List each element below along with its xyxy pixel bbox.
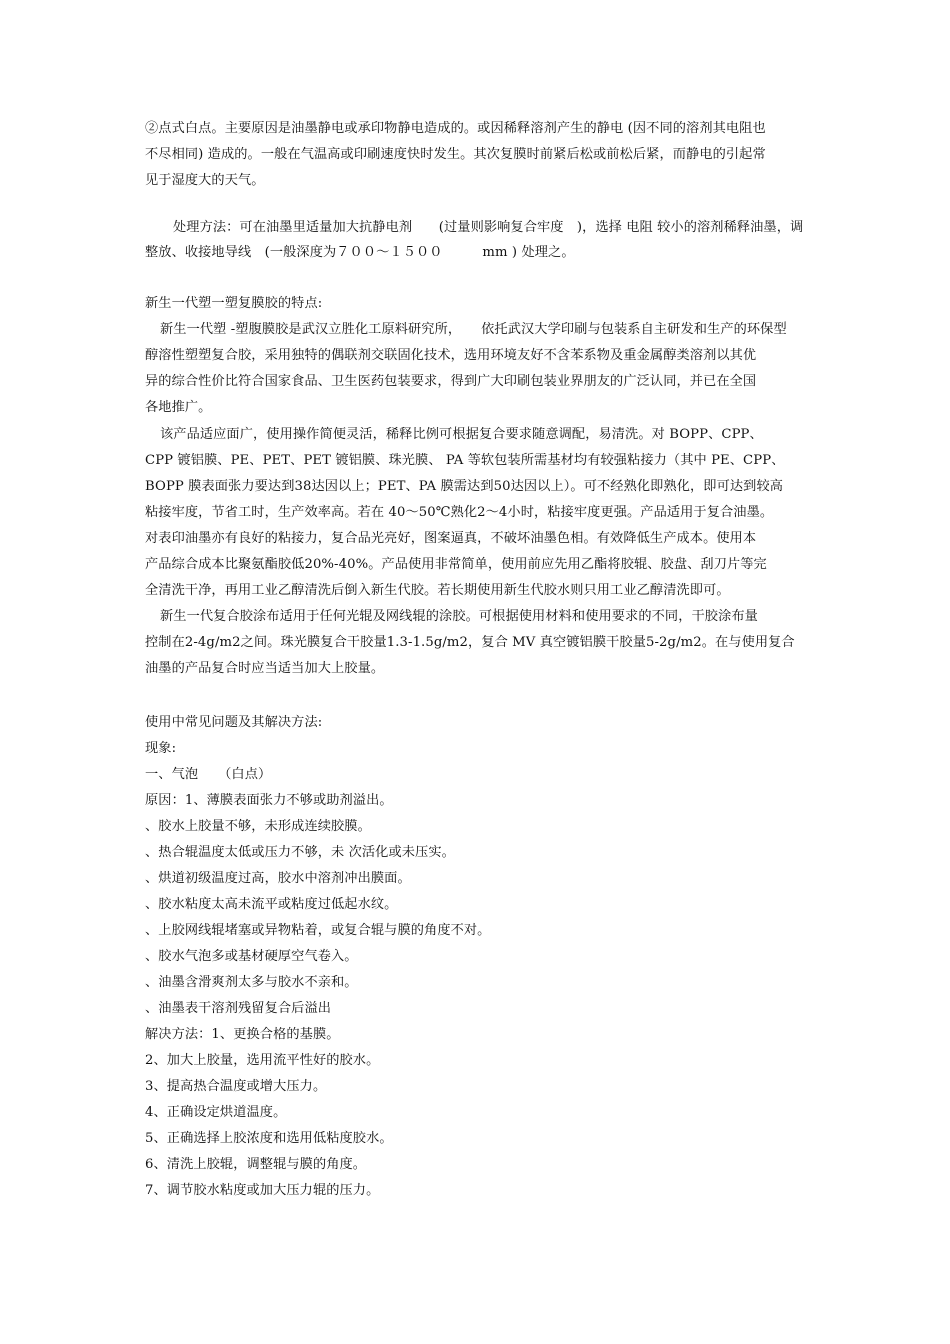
list-item: 5、正确选择上胶浓度和选用低粘度胶水。 [145,1131,393,1146]
list-item: 、上胶网线辊堵塞或异物粘着，或复合辊与膜的角度不对。 [145,923,491,938]
list-item: 6、清洗上胶辊，调整辊与膜的角度。 [145,1157,367,1172]
list-item: 一、气泡 （白点） [145,767,272,782]
list-item: 4、正确设定烘道温度。 [145,1105,287,1120]
paragraph-line: BOPP 膜表面张力要达到38达因以上；PET、PA 膜需达到50达因以上）。可不经熟化即熟化，即可达到较高 [145,479,784,494]
list-item: 现象: [145,741,177,756]
section-heading: 使用中常见问题及其解决方法: [145,715,323,730]
list-item: 解决方法：1、更换合格的基膜。 [145,1027,340,1042]
paragraph-line: 该产品适应面广，使用操作简便灵活，稀释比例可根据复合要求随意调配，易清洗。对 BOPP、CPP、 [160,427,763,442]
list-item: 、油墨含滑爽剂太多与胶水不亲和。 [145,975,358,990]
list-item: 2、加大上胶量，选用流平性好的胶水。 [145,1053,380,1068]
paragraph-line: 不尽相同) 造成的。一般在气温高或印刷速度快时发生。其次复膜时前紧后松或前松后紧，而静电的引起常 [145,147,766,162]
list-item: 原因：1、薄膜表面张力不够或助剂溢出。 [145,793,393,808]
paragraph-line: 见于湿度大的天气。 [145,173,265,188]
section-heading: 新生一代塑一塑复膜胶的特点: [145,296,323,311]
paragraph-line: 控制在2-4g/m2之间。珠光膜复合干胶量1.3-1.5g/m2，复合 MV 真空镀铝膜干胶量5-2g/m2。在与使用复合 [145,635,795,650]
paragraph-line: 新生一代复合胶涂布适用于任何光辊及网线辊的涂胶。可根据使用材料和使用要求的不同，干胶涂布量 [160,609,758,624]
list-item: 、胶水上胶量不够，未形成连续胶膜。 [145,819,371,834]
list-item: 、热合辊温度太低或压力不够，未 次活化或未压实。 [145,845,455,860]
list-item: 3、提高热合温度或增大压力。 [145,1079,327,1094]
list-item: 、烘道初级温度过高，胶水中溶剂冲出膜面。 [145,871,411,886]
paragraph-line: 粘接牢度，节省工时，生产效率高。若在 40～50℃熟化2～4小时，粘接牢度更强。产品适用于复合油墨。 [145,505,774,520]
paragraph-line: 各地推广。 [145,400,212,415]
list-item: 、油墨表干溶剂残留复合后溢出 [145,1001,332,1016]
paragraph-line: 醇溶性塑塑复合胶，采用独特的偶联剂交联固化技术，选用环境友好不含苯系物及重金属醇类溶剂以其优 [145,348,757,363]
paragraph-line: 产品综合成本比聚氨酯胶低20%-40%。产品使用非常简单，使用前应先用乙酯将胶辊、胶盘、刮刀片等完 [145,557,767,572]
paragraph-line: 油墨的产品复合时应当适当加大上胶量。 [145,661,385,676]
paragraph-line: 整放、收接地导线 (一般深度为７００～１５００ mm ) 处理之。 [145,245,575,260]
list-item: 、胶水粘度太高未流平或粘度过低起水纹。 [145,897,398,912]
list-item: 7、调节胶水粘度或加大压力辊的压力。 [145,1183,380,1198]
paragraph-line: 新生一代塑 -塑腹膜胶是武汉立胜化工原料研究所， 依托武汉大学印刷与包装系自主研发和生产的环保型 [160,322,787,337]
paragraph-line: 异的综合性价比符合国家食品、卫生医药包装要求，得到广大印刷包装业界朋友的广泛认同，并已在全国 [145,374,757,389]
paragraph-line: ②点式白点。主要原因是油墨静电或承印物静电造成的。或因稀释溶剂产生的静电 (因不同的溶剂其电阻也 [145,121,766,136]
list-item: 、胶水气泡多或基材硬厚空气卷入。 [145,949,358,964]
paragraph-line: 对表印油墨亦有良好的粘接力，复合品光亮好，图案逼真，不破坏油墨色相。有效降低生产成本。使用本 [145,531,757,546]
paragraph-line: 全清洗干净，再用工业乙醇清洗后倒入新生代胶。若长期使用新生代胶水则只用工业乙醇清洗即可。 [145,583,730,598]
paragraph-line: 处理方法：可在油墨里适量加大抗静电剂 (过量则影响复合牢度 )，选择 电阻 较小的溶剂稀释油墨，调 [173,220,804,235]
paragraph-line: CPP 镀铝膜、PE、PET、PET 镀铝膜、珠光膜、 PA 等软包装所需基材均有较强粘接力（其中 PE、CPP、 [145,453,785,468]
